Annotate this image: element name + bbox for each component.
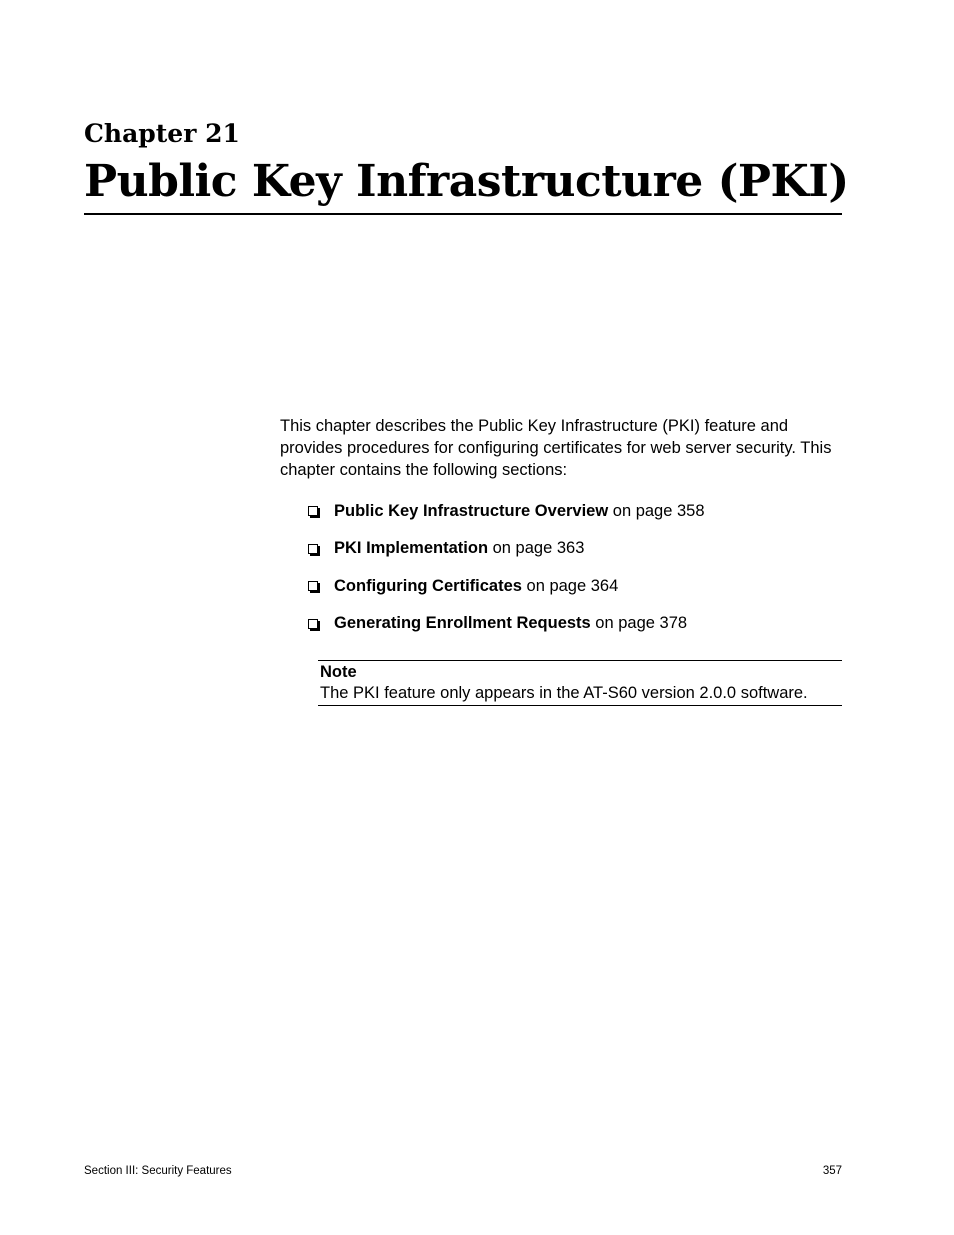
checkbox-bullet-icon — [308, 506, 318, 516]
chapter-label: Chapter 21 — [84, 119, 240, 148]
checkbox-bullet-icon — [308, 581, 318, 591]
chapter-title: Public Key Infrastructure (PKI) — [84, 156, 849, 207]
title-rule — [84, 213, 842, 215]
footer-section-title: Section III: Security Features — [84, 1165, 232, 1177]
checkbox-bullet-icon — [308, 619, 318, 629]
section-link-enrollment-requests[interactable]: Generating Enrollment Requests — [334, 614, 591, 632]
note-heading: Note — [320, 663, 357, 681]
note-text: The PKI feature only appears in the AT-S60 version 2.0.0 software. — [320, 684, 808, 702]
intro-paragraph: This chapter describes the Public Key Infrastructure (PKI) feature and provides procedures for configuring certificates for web server security. This chapter contains the following sections: — [280, 417, 832, 479]
note-box — [318, 660, 842, 706]
section-page-ref: on page 364 — [521, 576, 619, 595]
section-link-implementation[interactable]: PKI Implementation — [334, 539, 489, 557]
section-link-overview[interactable]: Public Key Infrastructure Overview — [334, 501, 609, 520]
section-list-item — [308, 612, 705, 636]
section-list-item — [308, 537, 705, 561]
section-link-configuring-certificates[interactable]: Configuring Certificates — [334, 576, 522, 595]
section-list-item — [308, 574, 705, 598]
section-list-item — [308, 499, 705, 523]
section-page-ref: on page 363 — [488, 539, 585, 557]
section-list — [308, 499, 705, 649]
checkbox-bullet-icon — [308, 544, 318, 554]
section-page-ref: on page 358 — [608, 501, 705, 520]
section-page-ref: on page 378 — [590, 614, 688, 632]
footer-page-number: 357 — [822, 1165, 842, 1177]
